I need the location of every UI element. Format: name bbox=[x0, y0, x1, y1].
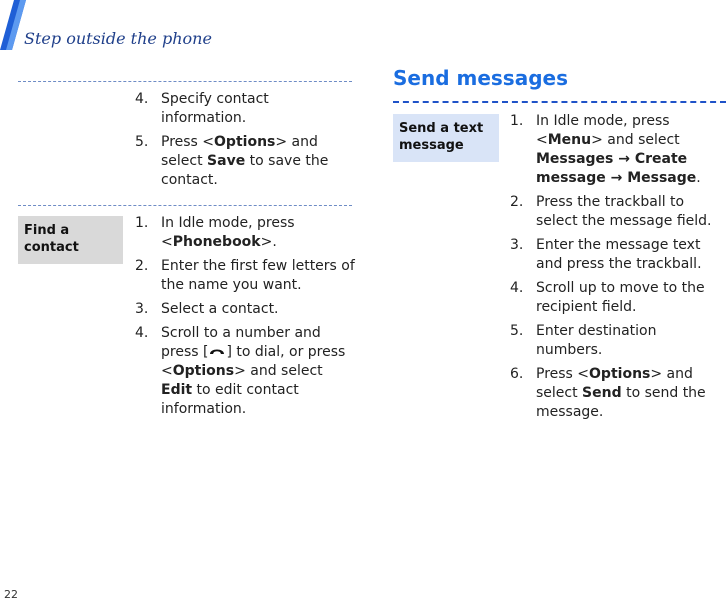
find-contact-steps bbox=[135, 214, 357, 424]
step-number: 4. bbox=[510, 280, 524, 296]
step-text: Press < bbox=[161, 134, 215, 150]
step-number: 5. bbox=[135, 134, 149, 150]
step-text: Specify contact information. bbox=[161, 91, 269, 126]
step-text: Select a contact. bbox=[161, 301, 279, 317]
list-item bbox=[510, 193, 726, 231]
header-accent-bar bbox=[0, 0, 26, 50]
step-text: > and select bbox=[234, 363, 323, 379]
list-item bbox=[510, 112, 726, 188]
step-number: 3. bbox=[135, 301, 149, 317]
page-header-title: Step outside the phone bbox=[24, 29, 212, 48]
bold-term: Edit bbox=[161, 382, 193, 398]
step-text: . bbox=[696, 170, 701, 186]
step-text: In Idle mode, press < bbox=[536, 113, 670, 148]
step-text: Scroll up to move to the recipient field. bbox=[536, 280, 705, 315]
bold-term: Options bbox=[589, 366, 651, 382]
section-heading: Send messages bbox=[393, 66, 568, 90]
bold-term: Options bbox=[214, 134, 276, 150]
list-item bbox=[135, 257, 357, 295]
send-text-message-label: Send a text message bbox=[393, 114, 499, 162]
step-number: 3. bbox=[510, 237, 524, 253]
step-text: Enter destination numbers. bbox=[536, 323, 657, 358]
step-text: to send the message. bbox=[536, 385, 706, 420]
step-text: > and select bbox=[536, 366, 693, 401]
step-number: 2. bbox=[135, 258, 149, 274]
step-number: 2. bbox=[510, 194, 524, 210]
step-text: Press < bbox=[536, 366, 590, 382]
step-text: > and select bbox=[161, 134, 318, 169]
step-text: In Idle mode, press < bbox=[161, 215, 295, 250]
step-text: to save the contact. bbox=[161, 153, 329, 188]
step-number: 1. bbox=[510, 113, 524, 129]
step-number: 4. bbox=[135, 325, 149, 341]
phone-icon bbox=[208, 346, 226, 357]
list-item bbox=[510, 279, 726, 317]
heading-divider bbox=[393, 101, 726, 103]
step-text: Enter the message text and press the trackball. bbox=[536, 237, 702, 272]
find-contact-label: Find a contact bbox=[18, 216, 123, 264]
step-text: > and select bbox=[591, 132, 680, 148]
step-text: ] to dial, or press < bbox=[161, 344, 346, 379]
step-number: 1. bbox=[135, 215, 149, 231]
bold-term: Menu bbox=[547, 132, 592, 148]
step-text: Scroll to a number and press [ bbox=[161, 325, 321, 360]
bold-term: Phonebook bbox=[172, 234, 261, 250]
list-item bbox=[510, 365, 726, 422]
bold-term: Save bbox=[207, 153, 246, 169]
divider bbox=[18, 205, 352, 206]
bold-term: Send bbox=[582, 385, 622, 401]
step-text: to edit contact information. bbox=[161, 382, 299, 417]
bold-term: Messages → Create message → Message bbox=[536, 151, 697, 186]
page-number: 22 bbox=[4, 588, 18, 601]
step-text: Enter the first few letters of the name you want. bbox=[161, 258, 355, 293]
step-number: 4. bbox=[135, 91, 149, 107]
list-item bbox=[135, 324, 357, 419]
list-item bbox=[510, 322, 726, 360]
step-number: 5. bbox=[510, 323, 524, 339]
send-message-steps bbox=[510, 112, 726, 427]
list-item bbox=[135, 300, 357, 319]
list-item bbox=[135, 133, 355, 190]
divider bbox=[18, 81, 352, 82]
step-number: 6. bbox=[510, 366, 524, 382]
list-item bbox=[510, 236, 726, 274]
step-text: >. bbox=[260, 234, 277, 250]
list-item bbox=[135, 90, 355, 128]
list-item bbox=[135, 214, 357, 252]
contact-save-steps bbox=[135, 90, 355, 195]
bold-term: Options bbox=[172, 363, 235, 379]
step-text: Press the trackball to select the message field. bbox=[536, 194, 712, 229]
